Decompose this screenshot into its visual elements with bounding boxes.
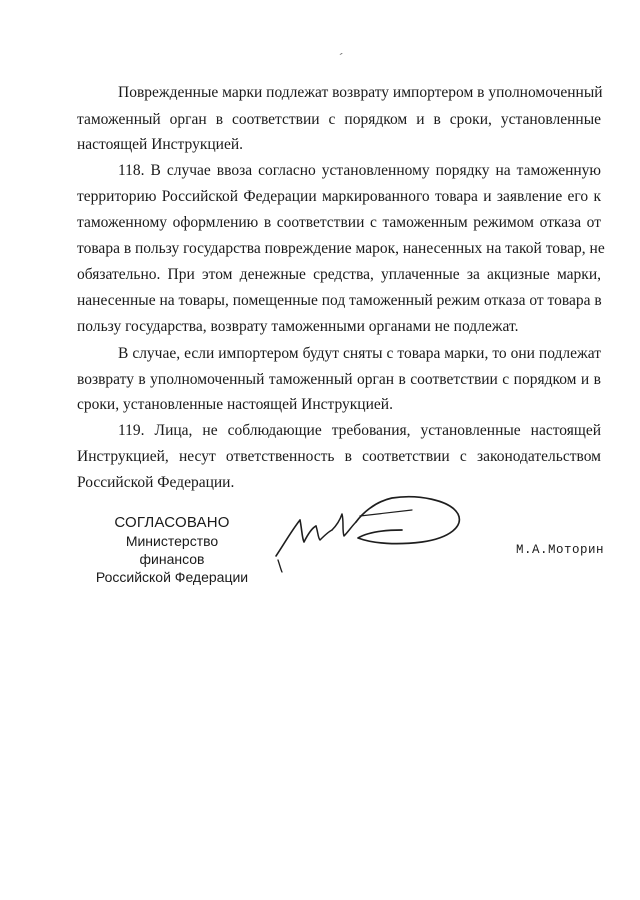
approval-block	[92, 514, 252, 586]
text-line: В случае, если импортером будут сняты с товара марки, то они подлежат	[118, 345, 601, 362]
text-line: товара в пользу государства повреждение марок, нанесенных на такой товар, не	[77, 240, 605, 257]
text-line: Поврежденные марки подлежат возврату импортером в уполномоченный	[118, 84, 603, 101]
text-line: 119. Лица, не соблюдающие требования, установленные настоящей	[118, 422, 601, 439]
text-line: сроки, установленные настоящей Инструкцией.	[77, 396, 393, 413]
approval-heading: СОГЛАСОВАНО	[114, 514, 230, 531]
text-line: 118. В случае ввоза согласно установленному порядку на таможенную	[118, 162, 601, 179]
signer-name: М.А.Моторин	[516, 543, 605, 557]
text-line: территорию Российской Федерации маркированного товара и заявление его к	[77, 188, 601, 205]
text-line: пользу государства, возврату таможенными органами не подлежат.	[77, 318, 519, 335]
text-line: Российской Федерации.	[77, 474, 235, 491]
text-line: таможенному оформлению в соответствии с таможенным режимом отказа от	[77, 214, 601, 231]
page-mark: ˊ	[336, 49, 344, 66]
text-line: обязательно. При этом денежные средства, уплаченные за акцизные марки,	[77, 266, 601, 283]
text-line: нанесенные на товары, помещенные под таможенный режим отказа от товара в	[77, 292, 602, 309]
approval-ministry: Министерство финансов	[125, 533, 219, 567]
text-line: возврату в уполномоченный таможенный орган в соответствии с порядком и в	[77, 371, 601, 388]
handwritten-signature	[272, 486, 467, 576]
text-line: таможенный орган в соответствии с порядком и в сроки, установленные	[77, 111, 601, 128]
text-line: Инструкцией, несут ответственность в соответствии с законодательством	[77, 448, 601, 465]
text-line: настоящей Инструкцией.	[77, 136, 243, 153]
approval-country: Российской Федерации	[95, 569, 249, 585]
